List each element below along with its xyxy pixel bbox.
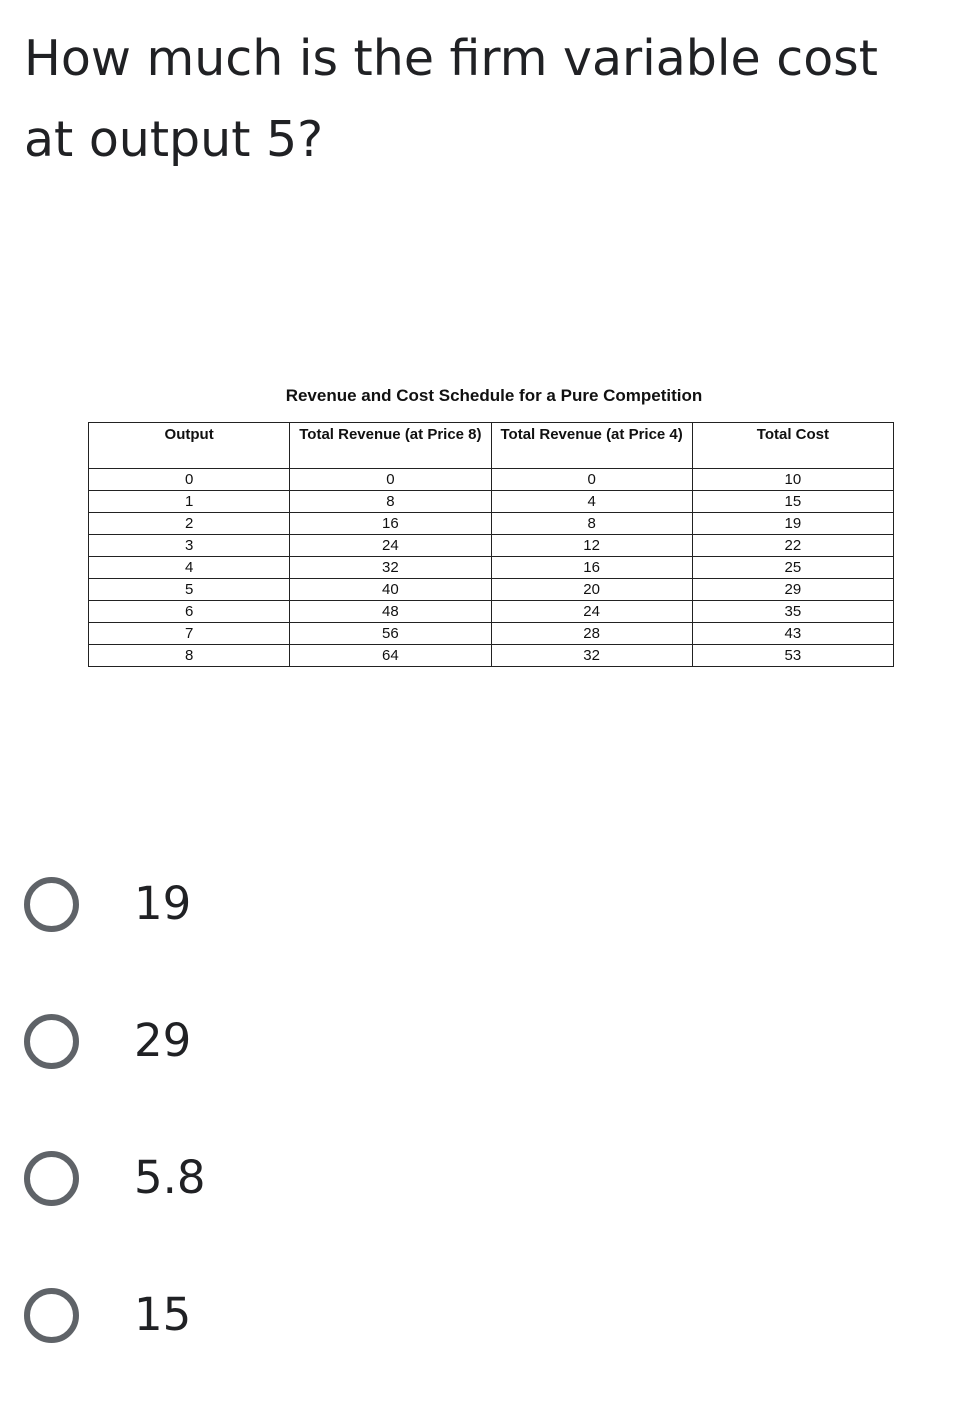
cell-revenue-price-8: 64	[290, 645, 491, 667]
cell-total-cost: 19	[692, 513, 893, 535]
radio-button[interactable]	[24, 1014, 79, 1069]
cell-total-cost: 29	[692, 579, 893, 601]
cell-revenue-price-8: 0	[290, 469, 491, 491]
radio-button[interactable]	[24, 877, 79, 932]
cell-revenue-price-4: 16	[491, 557, 692, 579]
table-row	[89, 491, 894, 513]
table-row	[89, 557, 894, 579]
cell-total-cost: 25	[692, 557, 893, 579]
table-title: Revenue and Cost Schedule for a Pure Competition	[285, 386, 703, 405]
option-label[interactable]: 29	[134, 1014, 192, 1067]
cell-revenue-price-4: 28	[491, 623, 692, 645]
cell-revenue-price-4: 20	[491, 579, 692, 601]
cell-output: 4	[89, 557, 290, 579]
cell-output: 8	[89, 645, 290, 667]
cell-total-cost: 15	[692, 491, 893, 513]
cell-revenue-price-4: 32	[491, 645, 692, 667]
table-row	[89, 601, 894, 623]
cell-output: 0	[89, 469, 290, 491]
cell-revenue-price-8: 24	[290, 535, 491, 557]
option-label[interactable]: 19	[134, 877, 192, 930]
cell-output: 5	[89, 579, 290, 601]
cell-revenue-price-8: 40	[290, 579, 491, 601]
radio-button[interactable]	[24, 1288, 79, 1343]
cell-revenue-price-4: 0	[491, 469, 692, 491]
option-29[interactable]	[24, 1005, 424, 1142]
cell-revenue-price-8: 56	[290, 623, 491, 645]
cell-revenue-price-8: 32	[290, 557, 491, 579]
option-5-8[interactable]	[24, 1142, 424, 1279]
cell-total-cost: 43	[692, 623, 893, 645]
table-row	[89, 469, 894, 491]
table-row	[89, 513, 894, 535]
table-row	[89, 535, 894, 557]
cell-revenue-price-4: 4	[491, 491, 692, 513]
table-row	[89, 623, 894, 645]
question-text: How much is the firm variable cost at output 5?	[24, 30, 878, 168]
header-total-revenue-price-4: Total Revenue (at Price 4)	[491, 423, 692, 469]
table-row	[89, 579, 894, 601]
cell-total-cost: 10	[692, 469, 893, 491]
cell-output: 3	[89, 535, 290, 557]
table-header-row	[89, 423, 894, 469]
header-total-cost: Total Cost	[692, 423, 893, 469]
answer-options	[24, 868, 424, 1416]
cell-revenue-price-8: 48	[290, 601, 491, 623]
cell-total-cost: 35	[692, 601, 893, 623]
cell-output: 6	[89, 601, 290, 623]
cell-revenue-price-8: 8	[290, 491, 491, 513]
cell-output: 2	[89, 513, 290, 535]
option-15[interactable]	[24, 1279, 424, 1416]
header-output: Output	[89, 423, 290, 469]
cell-revenue-price-4: 12	[491, 535, 692, 557]
cell-revenue-price-4: 24	[491, 601, 692, 623]
cell-revenue-price-4: 8	[491, 513, 692, 535]
option-19[interactable]	[24, 868, 424, 1005]
cell-revenue-price-8: 16	[290, 513, 491, 535]
option-label[interactable]: 15	[134, 1288, 192, 1341]
header-total-revenue-price-8: Total Revenue (at Price 8)	[290, 423, 491, 469]
radio-button[interactable]	[24, 1151, 79, 1206]
schedule-table-image	[88, 382, 894, 667]
cell-output: 1	[89, 491, 290, 513]
cell-total-cost: 22	[692, 535, 893, 557]
option-label[interactable]: 5.8	[134, 1151, 206, 1204]
cell-output: 7	[89, 623, 290, 645]
cell-total-cost: 53	[692, 645, 893, 667]
table-row	[89, 645, 894, 667]
revenue-cost-table	[88, 422, 894, 667]
